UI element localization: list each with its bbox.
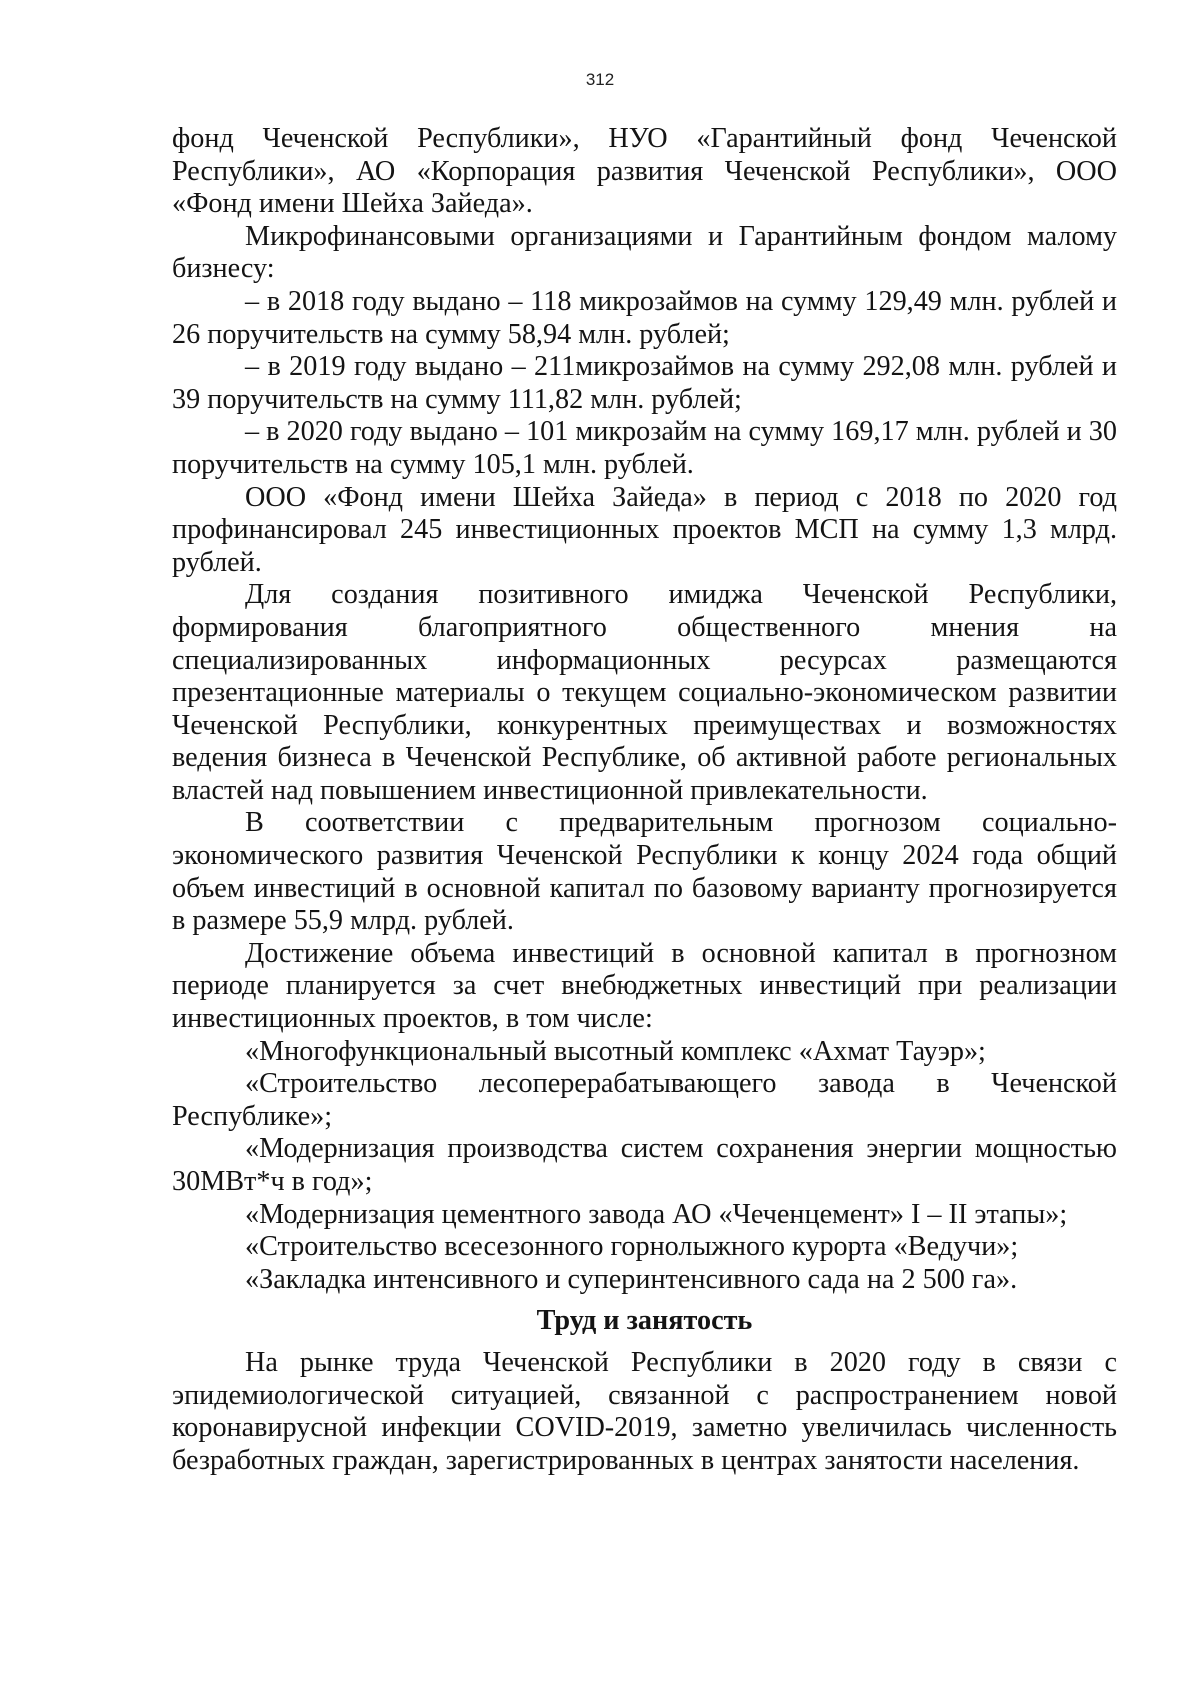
section-heading: Труд и занятость	[536, 1305, 753, 1337]
paragraph-microfinance-intro: Микрофинансовыми организациями и Гарантийным фондом малому бизнесу:	[172, 220, 1117, 285]
list-item-2019: – в 2019 году выдано – 211микрозаймов на сумму 292,08 млн. рублей и 39 поручительств на сумму 111,82 млн. рублей;	[172, 351, 1117, 415]
project-item-energy-storage: «Модернизация производства систем сохранения энергии мощностью 30МВт*ч в год»;	[172, 1133, 1117, 1197]
project-item-cement-plant: «Модернизация цементного завода АО «Чеченцемент» I – II этапы»;	[245, 1198, 1068, 1230]
paragraph-funds-list: фонд Чеченской Республики», НУО «Гарантийный фонд Чеченской Республики», АО «Корпорация развития Чеченской Республики», ООО «Фонд имени Шейха Зайеда».	[172, 123, 1117, 220]
paragraph-positive-image: Для создания позитивного имиджа Чеченской Республики, формирования благоприятного общественного мнения на специализированных информационных ресурсах размещаются презентационные материалы о текущем социально-экономическом развитии Чеченской Республики, конкурентных преимуществах и возможностях ведения бизнеса в Чеченской Республике, об активной работе региональных властей над повышением инвестиционной привлекательности.	[172, 579, 1117, 806]
project-item-veduchi-resort: «Строительство всесезонного горнолыжного курорта «Ведучи»;	[245, 1231, 1019, 1263]
paragraph-labor-market: На рынке труда Чеченской Республики в 2020 году в связи с эпидемиологической ситуацией, связанной с распространением новой коронавирусной инфекции COVID-2019, заметно увеличилась численность безработных граждан, зарегистрированных в центрах занятости населения.	[172, 1346, 1117, 1476]
list-item-2020: – в 2020 году выдано – 101 микрозайм на сумму 169,17 млн. рублей и 30 поручительств на сумму 105,1 млн. рублей.	[172, 416, 1117, 480]
paragraph-forecast: В соответствии с предварительным прогнозом социально-экономического развития Чеченской Республики к концу 2024 года общий объем инвестиций в основной капитал по базовому варианту прогнозируется в размере 55,9 млрд. рублей.	[172, 807, 1117, 937]
list-item-2018: – в 2018 году выдано – 118 микрозаймов на сумму 129,49 млн. рублей и 26 поручительств на сумму 58,94 млн. рублей;	[172, 285, 1117, 350]
document-body	[172, 123, 1117, 1477]
page-number: 312	[585, 70, 615, 89]
paragraph-investment-projects: Достижение объема инвестиций в основной капитал в прогнозном периоде планируется за счет внебюджетных инвестиций при реализации инвестиционных проектов, в том числе:	[172, 937, 1117, 1035]
project-item-akhmat-tower: «Многофункциональный высотный комплекс «Ахмат Тауэр»;	[245, 1035, 986, 1067]
project-item-sawmill: «Строительство лесоперерабатывающего завода в Чеченской Республике»;	[172, 1068, 1117, 1132]
paragraph-zayed-fund: ООО «Фонд имени Шейха Зайеда» в период с 2018 по 2020 год профинансировал 245 инвестиционных проектов МСП на сумму 1,3 млрд. рублей.	[172, 481, 1117, 578]
project-item-orchard: «Закладка интенсивного и суперинтенсивного сада на 2 500 га».	[245, 1263, 1018, 1295]
